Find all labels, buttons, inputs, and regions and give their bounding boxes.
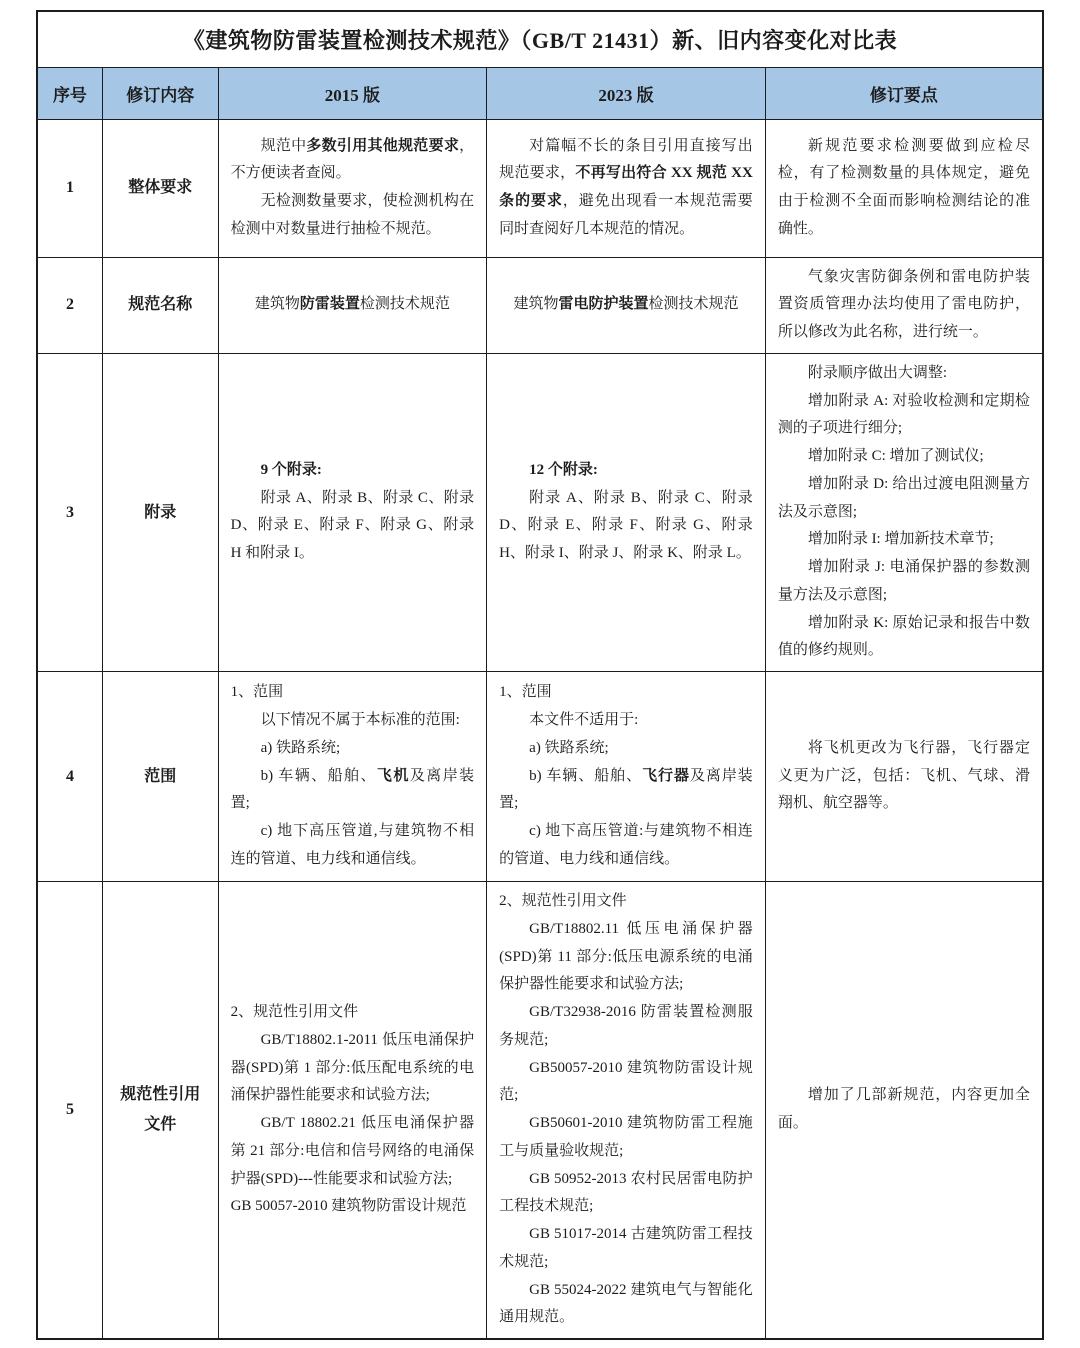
cell-2015-version bbox=[218, 672, 487, 882]
paragraph: 附录 A、附录 B、附录 C、附录 D、附录 E、附录 F、附录 G、附录 H 和附录 I。 bbox=[230, 489, 475, 562]
column-header-2015: 2015 版 bbox=[218, 67, 487, 119]
paragraph: 以下情况不属于本标准的范围: bbox=[260, 712, 460, 729]
row-number: 2 bbox=[37, 257, 102, 353]
paragraph: GB/T 18802.21 低压电涌保护器 第 21 部分:电信和信号网络的电涌保护器(SPD)---性能要求和试验方法; bbox=[230, 1115, 475, 1187]
paragraph: 将飞机更改为飞行器，飞行器定义更为广泛，包括：飞机、气球、滑翔机、航空器等。 bbox=[777, 739, 1030, 812]
paragraph: 1、范围 bbox=[230, 684, 284, 701]
paragraph: 建筑物雷电防护装置检测技术规范 bbox=[513, 296, 739, 313]
paragraph: 2、规范性引用文件 bbox=[230, 1004, 359, 1020]
column-header-2023: 2023 版 bbox=[487, 67, 766, 119]
paragraph: 9 个附录: bbox=[260, 461, 322, 478]
paragraph: b) 车辆、船舶、飞机及离岸装置; bbox=[230, 767, 475, 812]
paragraph: 新规范要求检测要做到应检尽检，有了检测数量的具体规定，避免由于检测不全面而影响检测结论的准确性。 bbox=[777, 137, 1030, 237]
row-topic: 规范名称 bbox=[102, 257, 218, 353]
cell-2015-version bbox=[218, 119, 487, 257]
title-row bbox=[37, 11, 1043, 67]
cell-revision-points bbox=[765, 257, 1043, 353]
cell-2015-version bbox=[218, 257, 487, 353]
cell-2023-version bbox=[487, 119, 766, 257]
paragraph: b) 车辆、船舶、飞行器及离岸装置; bbox=[499, 767, 753, 812]
table-row bbox=[37, 882, 1043, 1340]
comparison-table bbox=[36, 10, 1044, 1340]
table-body bbox=[37, 119, 1043, 1339]
paragraph: 本文件不适用于: bbox=[529, 712, 639, 729]
cell-revision-points bbox=[765, 882, 1043, 1340]
paragraph: 对篇幅不长的条目引用直接写出规范要求，不再写出符合 XX 规范 XX 条的要求，避免出现看一本规范需要同时查阅好几本规范的情况。 bbox=[499, 137, 753, 237]
cell-2015-version bbox=[218, 353, 487, 671]
cell-2023-version bbox=[487, 257, 766, 353]
paragraph: 1、范围 bbox=[499, 684, 552, 701]
paragraph: GB/T18802.1-2011 低压电涌保护器(SPD)第 1 部分:低压配电系统的电涌保护器性能要求和试验方法; bbox=[230, 1031, 475, 1104]
row-number: 1 bbox=[37, 119, 102, 257]
row-topic: 范围 bbox=[102, 672, 218, 882]
cell-revision-points bbox=[765, 353, 1043, 671]
paragraph: 无检测数量要求，使检测机构在检测中对数量进行抽检不规范。 bbox=[230, 193, 475, 237]
row-topic: 附录 bbox=[102, 353, 218, 671]
row-topic: 规范性引用文件 bbox=[102, 882, 218, 1340]
column-header-points: 修订要点 bbox=[765, 67, 1043, 119]
row-number: 5 bbox=[37, 882, 102, 1340]
paragraph: 增加附录 C: 增加了测试仪; bbox=[807, 448, 984, 464]
paragraph: GB 51017-2014 古建筑防雷工程技术规范; bbox=[499, 1226, 753, 1270]
paragraph: GB50057-2010 建筑物防雷设计规范; bbox=[499, 1059, 753, 1104]
paragraph: 增加附录 D: 给出过渡电阻测量方法及示意图; bbox=[777, 475, 1030, 520]
cell-revision-points bbox=[765, 672, 1043, 882]
cell-revision-points bbox=[765, 119, 1043, 257]
paragraph: 增加附录 K: 原始记录和报告中数值的修约规则。 bbox=[777, 614, 1030, 659]
row-topic: 整体要求 bbox=[102, 119, 218, 257]
paragraph: 规范中多数引用其他规范要求，不方便读者查阅。 bbox=[230, 137, 475, 182]
cell-2023-version bbox=[487, 882, 766, 1340]
paragraph: 增加附录 A: 对验收检测和定期检测的子项进行细分; bbox=[777, 392, 1030, 437]
paragraph: 12 个附录: bbox=[529, 461, 598, 478]
cell-2023-version bbox=[487, 353, 766, 671]
paragraph: 2、规范性引用文件 bbox=[499, 893, 627, 909]
paragraph: a) 铁路系统; bbox=[260, 739, 341, 756]
paragraph: GB/T18802.11 低压电涌保护器(SPD)第 11 部分:低压电源系统的电涌保护器性能要求和试验方法; bbox=[499, 920, 753, 993]
table-row bbox=[37, 672, 1043, 882]
table-row bbox=[37, 353, 1043, 671]
paragraph: a) 铁路系统; bbox=[529, 739, 609, 756]
table-row bbox=[37, 257, 1043, 353]
paragraph: 附录 A、附录 B、附录 C、附录 D、附录 E、附录 F、附录 G、附录 H、附录 I、附录 J、附录 K、附录 L。 bbox=[499, 489, 753, 562]
paragraph: 增加附录 I: 增加新技术章节; bbox=[807, 531, 994, 548]
paragraph: 增加了几部新规范，内容更加全面。 bbox=[777, 1087, 1030, 1131]
column-header-topic: 修订内容 bbox=[102, 67, 218, 119]
column-header-index: 序号 bbox=[37, 67, 102, 119]
paragraph: GB 55024-2022 建筑电气与智能化通用规范。 bbox=[499, 1281, 753, 1326]
paragraph: GB50601-2010 建筑物防雷工程施工与质量验收规范; bbox=[499, 1115, 753, 1159]
header-row bbox=[37, 67, 1043, 119]
paragraph: GB/T32938-2016 防雷装置检测服务规范; bbox=[499, 1004, 753, 1048]
paragraph: GB 50952-2013 农村民居雷电防护工程技术规范; bbox=[499, 1170, 753, 1215]
table-row bbox=[37, 119, 1043, 257]
paragraph: GB 50057-2010 建筑物防雷设计规范 bbox=[230, 1198, 467, 1215]
paragraph: 气象灾害防御条例和雷电防护装置资质管理办法均使用了雷电防护，所以修改为此名称，进行统一。 bbox=[777, 268, 1030, 340]
paragraph: 建筑物防雷装置检测技术规范 bbox=[254, 296, 450, 313]
page-title: 《建筑物防雷装置检测技术规范》（GB/T 21431）新、旧内容变化对比表 bbox=[37, 11, 1043, 67]
paragraph: c) 地下高压管道:与建筑物不相连的管道、电力线和通信线。 bbox=[499, 823, 753, 867]
paragraph: 增加附录 J: 电涌保护器的参数测量方法及示意图; bbox=[777, 559, 1030, 603]
row-number: 4 bbox=[37, 672, 102, 882]
paragraph: c) 地下高压管道,与建筑物不相连的管道、电力线和通信线。 bbox=[230, 823, 475, 867]
row-number: 3 bbox=[37, 353, 102, 671]
cell-2023-version bbox=[487, 672, 766, 882]
cell-2015-version bbox=[218, 882, 487, 1340]
paragraph: 附录顺序做出大调整: bbox=[807, 364, 947, 381]
